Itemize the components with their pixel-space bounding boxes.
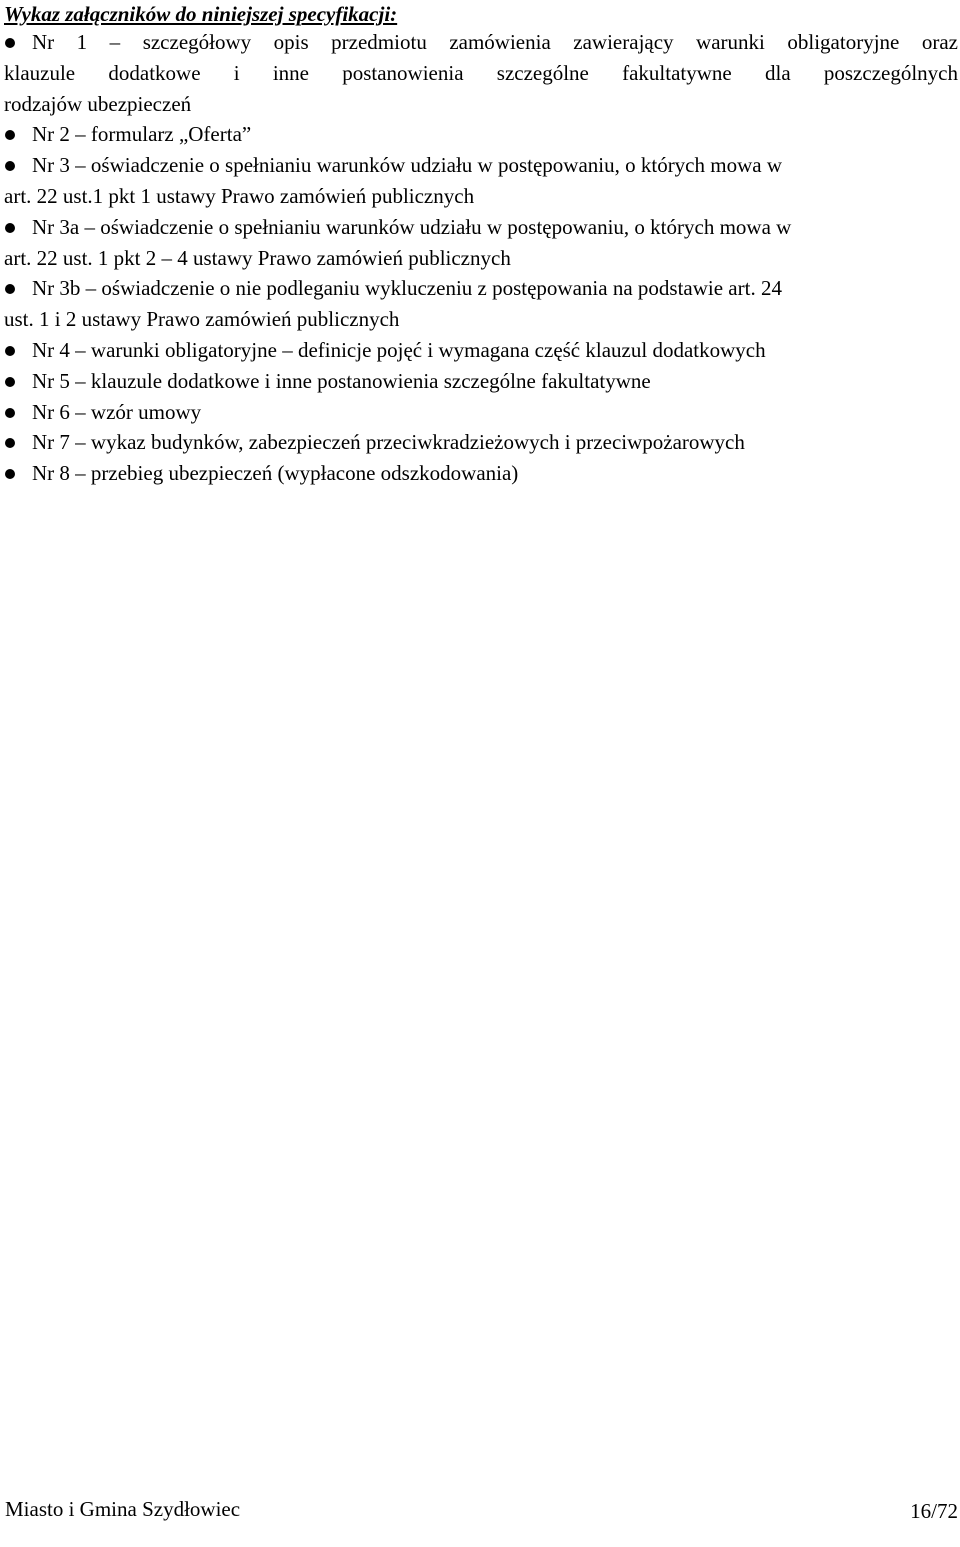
list-item-attachment-1: [0, 27, 958, 119]
attachment-3-line-1: Nr 3 – oświadczenie o spełnianiu warunków udziału w postępowaniu, o których mowa w: [32, 153, 782, 178]
list-item-attachment-8: [0, 458, 958, 489]
attachment-1-line-3: rodzajów ubezpieczeń: [4, 91, 192, 116]
bullet-icon: [5, 130, 15, 140]
list-item-attachment-2: [0, 119, 958, 150]
attachment-3a-line-2: art. 22 ust. 1 pkt 2 – 4 ustawy Prawo zamówień publicznych: [4, 245, 511, 270]
attachment-1-line-1: Nr 1 – szczegółowy opis przedmiotu zamówienia zawierający warunki obligatoryjne oraz: [32, 30, 958, 54]
list-item-attachment-7: [0, 427, 958, 458]
attachments-heading: Wykaz załączników do niniejszej specyfikacji:: [4, 2, 398, 26]
list-item-attachment-3b: [0, 273, 958, 335]
bullet-icon: [5, 284, 15, 294]
list-item-attachment-5: [0, 366, 958, 397]
bullet-icon: [5, 377, 15, 387]
footer-page-number: 16/72: [910, 1499, 958, 1523]
bullet-icon: [5, 161, 15, 171]
bullet-icon: [5, 408, 15, 418]
attachment-3b-line-1: Nr 3b – oświadczenie o nie podleganiu wykluczeniu z postępowania na podstawie art. 24: [32, 276, 782, 301]
attachment-6-line-1: Nr 6 – wzór umowy: [32, 399, 202, 424]
footer-author: Miasto i Gmina Szydłowiec: [5, 1497, 241, 1521]
bullet-icon: [5, 223, 15, 233]
bullet-icon: [5, 346, 15, 356]
attachment-1-line-2: klauzule dodatkowe i inne postanowienia szczególne fakultatywne dla poszczególnych: [4, 60, 958, 85]
attachments-list: [0, 27, 958, 489]
attachment-7-line-1: Nr 7 – wykaz budynków, zabezpieczeń przeciwkradzieżowych i przeciwpożarowych: [32, 430, 745, 455]
bullet-icon: [5, 469, 15, 479]
attachment-2-line-1: Nr 2 – formularz „Oferta”: [32, 122, 252, 147]
list-item-attachment-3a: [0, 212, 958, 274]
bullet-icon: [5, 38, 15, 48]
attachment-4-line-1: Nr 4 – warunki obligatoryjne – definicje pojęć i wymagana część klauzul dodatkowych: [32, 337, 766, 362]
attachment-3-line-2: art. 22 ust.1 pkt 1 ustawy Prawo zamówień publicznych: [4, 183, 475, 208]
list-item-attachment-6: [0, 397, 958, 428]
attachment-3a-line-1: Nr 3a – oświadczenie o spełnianiu warunków udziału w postępowaniu, o których mowa w: [32, 214, 792, 239]
list-item-attachment-4: [0, 335, 958, 366]
attachment-5-line-1: Nr 5 – klauzule dodatkowe i inne postanowienia szczególne fakultatywne: [32, 368, 651, 393]
list-item-attachment-3: [0, 150, 958, 212]
attachment-8-line-1: Nr 8 – przebieg ubezpieczeń (wypłacone odszkodowania): [32, 461, 519, 486]
attachment-3b-line-2: ust. 1 i 2 ustawy Prawo zamówień publicznych: [4, 307, 400, 332]
bullet-icon: [5, 438, 15, 448]
